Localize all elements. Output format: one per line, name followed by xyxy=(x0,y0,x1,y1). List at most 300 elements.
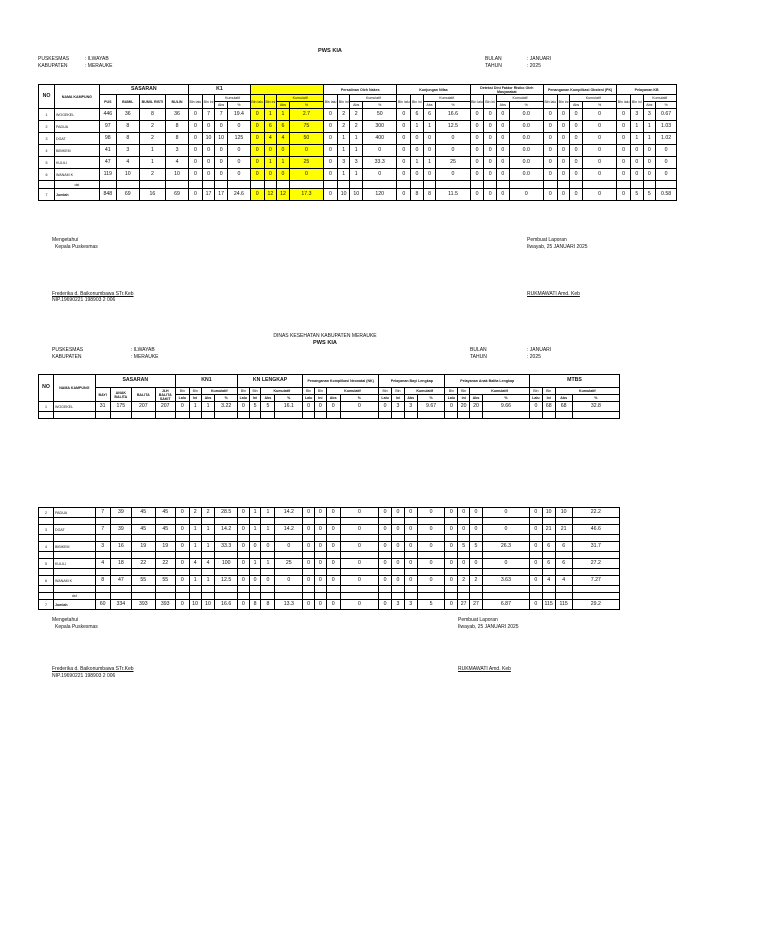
empty-cell xyxy=(417,569,445,576)
kn-cell: 0 xyxy=(423,145,436,157)
ab-cell: 0 xyxy=(445,542,458,552)
mt-cell: 0 xyxy=(529,525,542,535)
k1-cell: 0 xyxy=(215,145,228,157)
empty-cell xyxy=(404,552,417,559)
empty-cell xyxy=(470,412,483,419)
kn-cell: 0 xyxy=(436,169,470,181)
empty-cell xyxy=(326,518,340,525)
dst-row xyxy=(39,593,620,600)
kn1-cell: 0 xyxy=(175,600,189,610)
header-bln-ini: Bln ini xyxy=(264,95,277,109)
kb-cell: 0.58 xyxy=(656,189,677,201)
kf-cell: 0 xyxy=(250,133,264,145)
report1-title: PWS KIA xyxy=(318,48,342,54)
empty-cell xyxy=(261,569,275,576)
header-penanganan-nk: Penanganan Komplikasi Neonatal (NK) xyxy=(303,375,379,388)
row-no: 1 xyxy=(39,109,55,121)
nk-cell: 0 xyxy=(314,576,326,586)
empty-cell xyxy=(391,593,404,600)
sasaran-cell: 2 xyxy=(139,121,165,133)
empty-cell xyxy=(326,593,340,600)
mt-cell: 0 xyxy=(529,402,542,412)
dd-cell: 0 xyxy=(470,121,484,133)
ab-cell: 26.3 xyxy=(482,542,529,552)
empty-cell xyxy=(470,518,483,525)
empty-cell xyxy=(249,593,261,600)
kb-cell: 0 xyxy=(617,109,631,121)
header-bumil-risti: BUMIL RISTI xyxy=(139,95,165,109)
k1-cell: 0 xyxy=(202,121,215,133)
empty-cell xyxy=(237,412,249,419)
dd-cell: 0 xyxy=(496,133,509,145)
empty-cell xyxy=(132,593,156,600)
k1-cell: 0 xyxy=(189,109,203,121)
report2-table-bottom xyxy=(38,507,620,610)
header-kumulatif: Kumulatif xyxy=(570,95,617,102)
table-row xyxy=(39,121,677,133)
sasaran-cell: 16 xyxy=(139,189,165,201)
sasaran-cell: 45 xyxy=(155,508,175,518)
empty-cell xyxy=(404,412,417,419)
sasaran-cell: 848 xyxy=(99,189,116,201)
nk-cell: 0 xyxy=(326,600,340,610)
empty-cell xyxy=(482,518,529,525)
empty-cell xyxy=(155,586,175,593)
dd-cell: 0 xyxy=(496,157,509,169)
empty-cell xyxy=(458,569,470,576)
sasaran-cell: 4 xyxy=(116,157,139,169)
kb-cell: 0 xyxy=(630,145,643,157)
empty-cell xyxy=(237,586,249,593)
kn1-cell: 1 xyxy=(201,402,215,412)
sasaran-cell: 98 xyxy=(99,133,116,145)
bl-cell: 0 xyxy=(391,559,404,569)
empty-cell xyxy=(139,181,165,189)
header-bln: Bln xyxy=(189,388,201,395)
empty-cell xyxy=(132,412,156,419)
header-abs: Abs xyxy=(215,102,228,109)
header-pelayanan-bayi: Pelayanan Bayi Lengkap xyxy=(379,375,445,388)
k1-cell: 0 xyxy=(189,133,203,145)
dd-cell: 0 xyxy=(484,109,497,121)
kn-cell: 1 xyxy=(423,157,436,169)
header-nama-kampung: NAMA KAMPUNG xyxy=(55,85,100,109)
empty-cell xyxy=(215,181,228,189)
knl-cell: 0 xyxy=(237,508,249,518)
header-ini: Ini xyxy=(392,395,405,402)
ab-cell: 0 xyxy=(445,508,458,518)
kn-cell: 0 xyxy=(397,133,411,145)
header-pct: % xyxy=(656,102,677,109)
empty-cell xyxy=(201,569,215,576)
pn-cell: 0 xyxy=(324,189,338,201)
dd-cell: 0.0 xyxy=(509,109,543,121)
empty-cell xyxy=(423,181,436,189)
empty-cell xyxy=(529,518,542,525)
header-no: NO xyxy=(39,375,54,402)
empty-cell xyxy=(496,181,509,189)
empty-cell xyxy=(326,412,340,419)
header-pct: % xyxy=(340,395,379,402)
knl-cell: 1 xyxy=(261,508,275,518)
header-deteksi: Deteksi Dini Faktor Risiko Oleh Masyarakat xyxy=(470,85,543,95)
report2-agency: DINAS KESEHATAN KABUPATEN MERAUKE xyxy=(273,333,377,339)
ab-cell: 0 xyxy=(458,559,470,569)
empty-cell xyxy=(53,552,95,559)
header-penanganan: Penanganan Komplikasi Obsteni (PK) xyxy=(543,85,616,95)
row-no: 7 xyxy=(39,189,55,201)
pk-cell: 0 xyxy=(582,145,616,157)
header-pct: % xyxy=(436,102,470,109)
empty-cell xyxy=(470,535,483,542)
table-row xyxy=(39,576,620,586)
mt-cell: 7.27 xyxy=(572,576,619,586)
k1-cell: 24.6 xyxy=(227,189,250,201)
bl-cell: 0 xyxy=(379,600,392,610)
k1-cell: 0 xyxy=(189,157,203,169)
empty-cell xyxy=(379,586,392,593)
knl-cell: 0 xyxy=(261,542,275,552)
header-kn1: KN1 xyxy=(175,375,237,388)
sasaran-cell: 45 xyxy=(132,508,156,518)
header-bln-lalu: Bln lalu xyxy=(324,95,338,109)
pn-cell: 2 xyxy=(350,121,363,133)
nk-cell: 0 xyxy=(326,402,340,412)
empty-cell xyxy=(110,593,131,600)
empty-cell xyxy=(116,181,139,189)
k1-cell: 7 xyxy=(202,109,215,121)
spacer-row xyxy=(39,552,620,559)
sasaran-cell: 36 xyxy=(116,109,139,121)
table-row xyxy=(39,145,677,157)
report1-kabupaten-value: : MERAUKE xyxy=(85,63,113,69)
row-kampung: Jumlah xyxy=(55,189,100,201)
kb-cell: 0 xyxy=(630,169,643,181)
ab-cell: 2 xyxy=(470,576,483,586)
empty-cell xyxy=(340,518,379,525)
header-abs: Abs xyxy=(350,102,363,109)
empty-cell xyxy=(261,586,275,593)
header-sasaran: SASARAN xyxy=(99,85,188,95)
empty-cell xyxy=(237,569,249,576)
kf-cell: 0 xyxy=(250,121,264,133)
bl-cell: 0 xyxy=(417,559,445,569)
empty-cell xyxy=(458,535,470,542)
empty-cell xyxy=(215,412,237,419)
empty-cell xyxy=(542,518,555,525)
kn1-cell: 33.3 xyxy=(215,542,237,552)
kf-cell: 17.3 xyxy=(289,189,323,201)
header-bln: Bln xyxy=(175,388,189,395)
sasaran-cell: 2 xyxy=(139,133,165,145)
empty-cell xyxy=(275,586,303,593)
kb-cell: 1.02 xyxy=(656,133,677,145)
header-kumulatif: Kumulatif xyxy=(215,95,251,102)
kn1-cell: 12.5 xyxy=(215,576,237,586)
dst-label: dst xyxy=(55,181,100,189)
empty-cell xyxy=(458,412,470,419)
header-abs: Abs xyxy=(201,395,215,402)
header-bln: Bln xyxy=(392,388,405,395)
pn-cell: 120 xyxy=(363,189,397,201)
empty-cell xyxy=(201,518,215,525)
mt-cell: 27.2 xyxy=(572,559,619,569)
kn1-cell: 4 xyxy=(201,559,215,569)
pk-cell: 0 xyxy=(557,109,570,121)
empty-cell xyxy=(95,518,110,525)
empty-cell xyxy=(237,518,249,525)
empty-cell xyxy=(303,593,315,600)
pn-cell: 1 xyxy=(350,133,363,145)
pn-cell: 0 xyxy=(324,169,338,181)
nk-cell: 0 xyxy=(303,600,315,610)
empty-cell xyxy=(484,181,497,189)
kn1-cell: 28.5 xyxy=(215,508,237,518)
k1-cell: 0 xyxy=(227,145,250,157)
empty-cell xyxy=(314,586,326,593)
header-abs: Abs xyxy=(570,102,583,109)
report1-pembuat: Pembuat Laporan xyxy=(527,237,567,243)
dd-cell: 0 xyxy=(496,189,509,201)
empty-cell xyxy=(189,552,201,559)
empty-cell xyxy=(95,412,110,419)
header-kunjungan-nifas: Kunjungan Nifas xyxy=(397,85,470,95)
knl-cell: 0 xyxy=(237,559,249,569)
kf-cell: 12 xyxy=(277,189,290,201)
spacer-row xyxy=(39,412,620,419)
empty-cell xyxy=(542,535,555,542)
kf-cell: 0 xyxy=(250,109,264,121)
ab-cell: 27 xyxy=(458,600,470,610)
pk-cell: 0 xyxy=(557,133,570,145)
empty-cell xyxy=(249,552,261,559)
kf-cell: 4 xyxy=(264,133,277,145)
header-bln: Bln xyxy=(542,388,555,395)
header-kumulatif: Kumulatif xyxy=(261,388,303,395)
sasaran-cell: 19 xyxy=(155,542,175,552)
sasaran-cell: 55 xyxy=(155,576,175,586)
sasaran-cell: 19 xyxy=(132,542,156,552)
header-k4 xyxy=(250,85,323,95)
total-row xyxy=(39,600,620,610)
row-kampung: DGAT xyxy=(53,525,95,535)
ab-cell: 6.87 xyxy=(482,600,529,610)
pk-cell: 0 xyxy=(543,145,557,157)
k1-cell: 0 xyxy=(215,169,228,181)
empty-cell xyxy=(529,593,542,600)
header-bln-lalu: Bln lalu xyxy=(470,95,484,109)
ab-cell: 0 xyxy=(482,508,529,518)
kb-cell: 0 xyxy=(617,145,631,157)
empty-cell xyxy=(110,586,131,593)
kb-cell: 1 xyxy=(643,133,656,145)
kb-cell: 0 xyxy=(643,145,656,157)
pn-cell: 1 xyxy=(350,145,363,157)
empty-cell xyxy=(404,535,417,542)
header-kumulatif: Kumulatif xyxy=(496,95,543,102)
sasaran-cell: 41 xyxy=(99,145,116,157)
bl-cell: 0 xyxy=(417,542,445,552)
k1-cell: 17 xyxy=(215,189,228,201)
empty-cell xyxy=(110,569,131,576)
nk-cell: 0 xyxy=(303,402,315,412)
header-ini: Ini xyxy=(542,395,555,402)
mt-cell: 0 xyxy=(529,600,542,610)
header-anak-balita: ANAK BALITA xyxy=(110,388,131,402)
empty-cell xyxy=(132,535,156,542)
row-no xyxy=(39,518,54,525)
kf-cell: 0 xyxy=(250,169,264,181)
pn-cell: 1 xyxy=(337,169,350,181)
dd-cell: 0.0 xyxy=(509,121,543,133)
kn-cell: 1 xyxy=(423,121,436,133)
mt-cell: 4 xyxy=(542,576,555,586)
sasaran-cell: 22 xyxy=(155,559,175,569)
sasaran-cell: 97 xyxy=(99,121,116,133)
header-lalu: Lalu xyxy=(303,395,315,402)
sasaran-cell: 8 xyxy=(166,121,189,133)
kn-cell: 11.5 xyxy=(436,189,470,201)
spacer-row xyxy=(39,586,620,593)
k1-cell: 0 xyxy=(215,157,228,169)
pn-cell: 50 xyxy=(363,109,397,121)
spacer-row xyxy=(39,535,620,542)
empty-cell xyxy=(555,535,572,542)
kn-cell: 8 xyxy=(411,189,424,201)
header-bln: Bln xyxy=(314,388,326,395)
empty-cell xyxy=(275,412,303,419)
empty-cell xyxy=(215,569,237,576)
header-bln: Bln xyxy=(237,388,249,395)
empty-cell xyxy=(470,181,484,189)
header-kumulatif: Kumulatif xyxy=(404,388,445,395)
ab-cell: 2 xyxy=(458,576,470,586)
row-kampung: KULILI xyxy=(53,559,95,569)
dd-cell: 0 xyxy=(509,189,543,201)
table-row xyxy=(39,525,620,535)
k1-cell: 0 xyxy=(227,157,250,169)
pk-cell: 0 xyxy=(570,157,583,169)
pk-cell: 0 xyxy=(543,189,557,201)
kf-cell: 1 xyxy=(277,109,290,121)
pn-cell: 1 xyxy=(337,133,350,145)
dd-cell: 0 xyxy=(484,189,497,201)
header-ini: Ini xyxy=(249,395,261,402)
empty-cell xyxy=(340,535,379,542)
pn-cell: 0 xyxy=(324,133,338,145)
kn1-cell: 10 xyxy=(189,600,201,610)
empty-cell xyxy=(458,518,470,525)
empty-cell xyxy=(237,535,249,542)
empty-cell xyxy=(404,569,417,576)
header-kumulatif: Kumulatif xyxy=(201,388,237,395)
mt-cell: 68 xyxy=(555,402,572,412)
report1-kepala-nip: NIP.19690221 198903 2 006 xyxy=(52,297,116,303)
kf-cell: 0 xyxy=(289,169,323,181)
pn-cell: 0 xyxy=(324,157,338,169)
nk-cell: 0 xyxy=(326,559,340,569)
nk-cell: 0 xyxy=(340,559,379,569)
k1-cell: 0 xyxy=(189,189,203,201)
knl-cell: 1 xyxy=(261,525,275,535)
pk-cell: 0 xyxy=(582,157,616,169)
kn-cell: 0 xyxy=(423,169,436,181)
report1-bulan-value: : JANUARI xyxy=(527,56,552,62)
k1-cell: 7 xyxy=(215,109,228,121)
empty-cell xyxy=(417,535,445,542)
sasaran-cell: 47 xyxy=(110,576,131,586)
kn1-cell: 1 xyxy=(201,542,215,552)
kn1-cell: 0 xyxy=(175,402,189,412)
empty-cell xyxy=(132,518,156,525)
row-no xyxy=(39,181,55,189)
empty-cell xyxy=(572,535,619,542)
knl-cell: 14.2 xyxy=(275,525,303,535)
header-bln: Bln xyxy=(529,388,542,395)
sasaran-cell: 10 xyxy=(116,169,139,181)
header-sasaran: SASARAN xyxy=(95,375,175,388)
empty-cell xyxy=(303,569,315,576)
pk-cell: 0 xyxy=(570,133,583,145)
ab-cell: 0 xyxy=(445,576,458,586)
header-pelayanan-kb: Pelayanan KB xyxy=(617,85,677,95)
sasaran-cell: 8 xyxy=(166,133,189,145)
bl-cell: 0 xyxy=(379,542,392,552)
row-kampung: WOGEKEL xyxy=(55,109,100,121)
k1-cell: 0 xyxy=(189,121,203,133)
header-kumulatif: Kumulatif xyxy=(326,388,378,395)
report1-mengetahui: Mengetahui xyxy=(52,237,79,243)
empty-cell xyxy=(555,569,572,576)
empty-cell xyxy=(201,552,215,559)
pn-cell: 0 xyxy=(324,109,338,121)
empty-cell xyxy=(379,552,392,559)
sasaran-cell: 1 xyxy=(139,157,165,169)
kf-cell: 0 xyxy=(277,145,290,157)
header-bln: Bln xyxy=(445,388,458,395)
header-ini: Ini xyxy=(314,395,326,402)
header-bumil: BUMIL xyxy=(116,95,139,109)
report2-bulan-label: BULAN xyxy=(470,347,487,353)
empty-cell xyxy=(326,586,340,593)
knl-cell: 5 xyxy=(249,402,261,412)
bl-cell: 0 xyxy=(404,559,417,569)
pn-cell: 2 xyxy=(337,109,350,121)
ab-cell: 0 xyxy=(470,525,483,535)
empty-cell xyxy=(326,552,340,559)
empty-cell xyxy=(261,535,275,542)
nk-cell: 0 xyxy=(314,600,326,610)
k1-cell: 0 xyxy=(189,169,203,181)
empty-cell xyxy=(542,569,555,576)
kf-cell: 0 xyxy=(250,157,264,169)
pk-cell: 0 xyxy=(557,121,570,133)
report1-tahun-value: : 2025 xyxy=(527,63,541,69)
row-no xyxy=(39,586,54,593)
kb-cell: 0 xyxy=(656,157,677,169)
empty-cell xyxy=(529,412,542,419)
pk-cell: 0 xyxy=(557,189,570,201)
report1-puskesmas-label: PUSKESMAS xyxy=(38,56,70,62)
empty-cell xyxy=(482,586,529,593)
empty-cell xyxy=(175,586,189,593)
empty-cell xyxy=(237,552,249,559)
row-no xyxy=(39,593,54,600)
pk-cell: 0 xyxy=(543,109,557,121)
bl-cell: 0 xyxy=(379,402,392,412)
empty-cell xyxy=(379,593,392,600)
sasaran-cell: 207 xyxy=(155,402,175,412)
